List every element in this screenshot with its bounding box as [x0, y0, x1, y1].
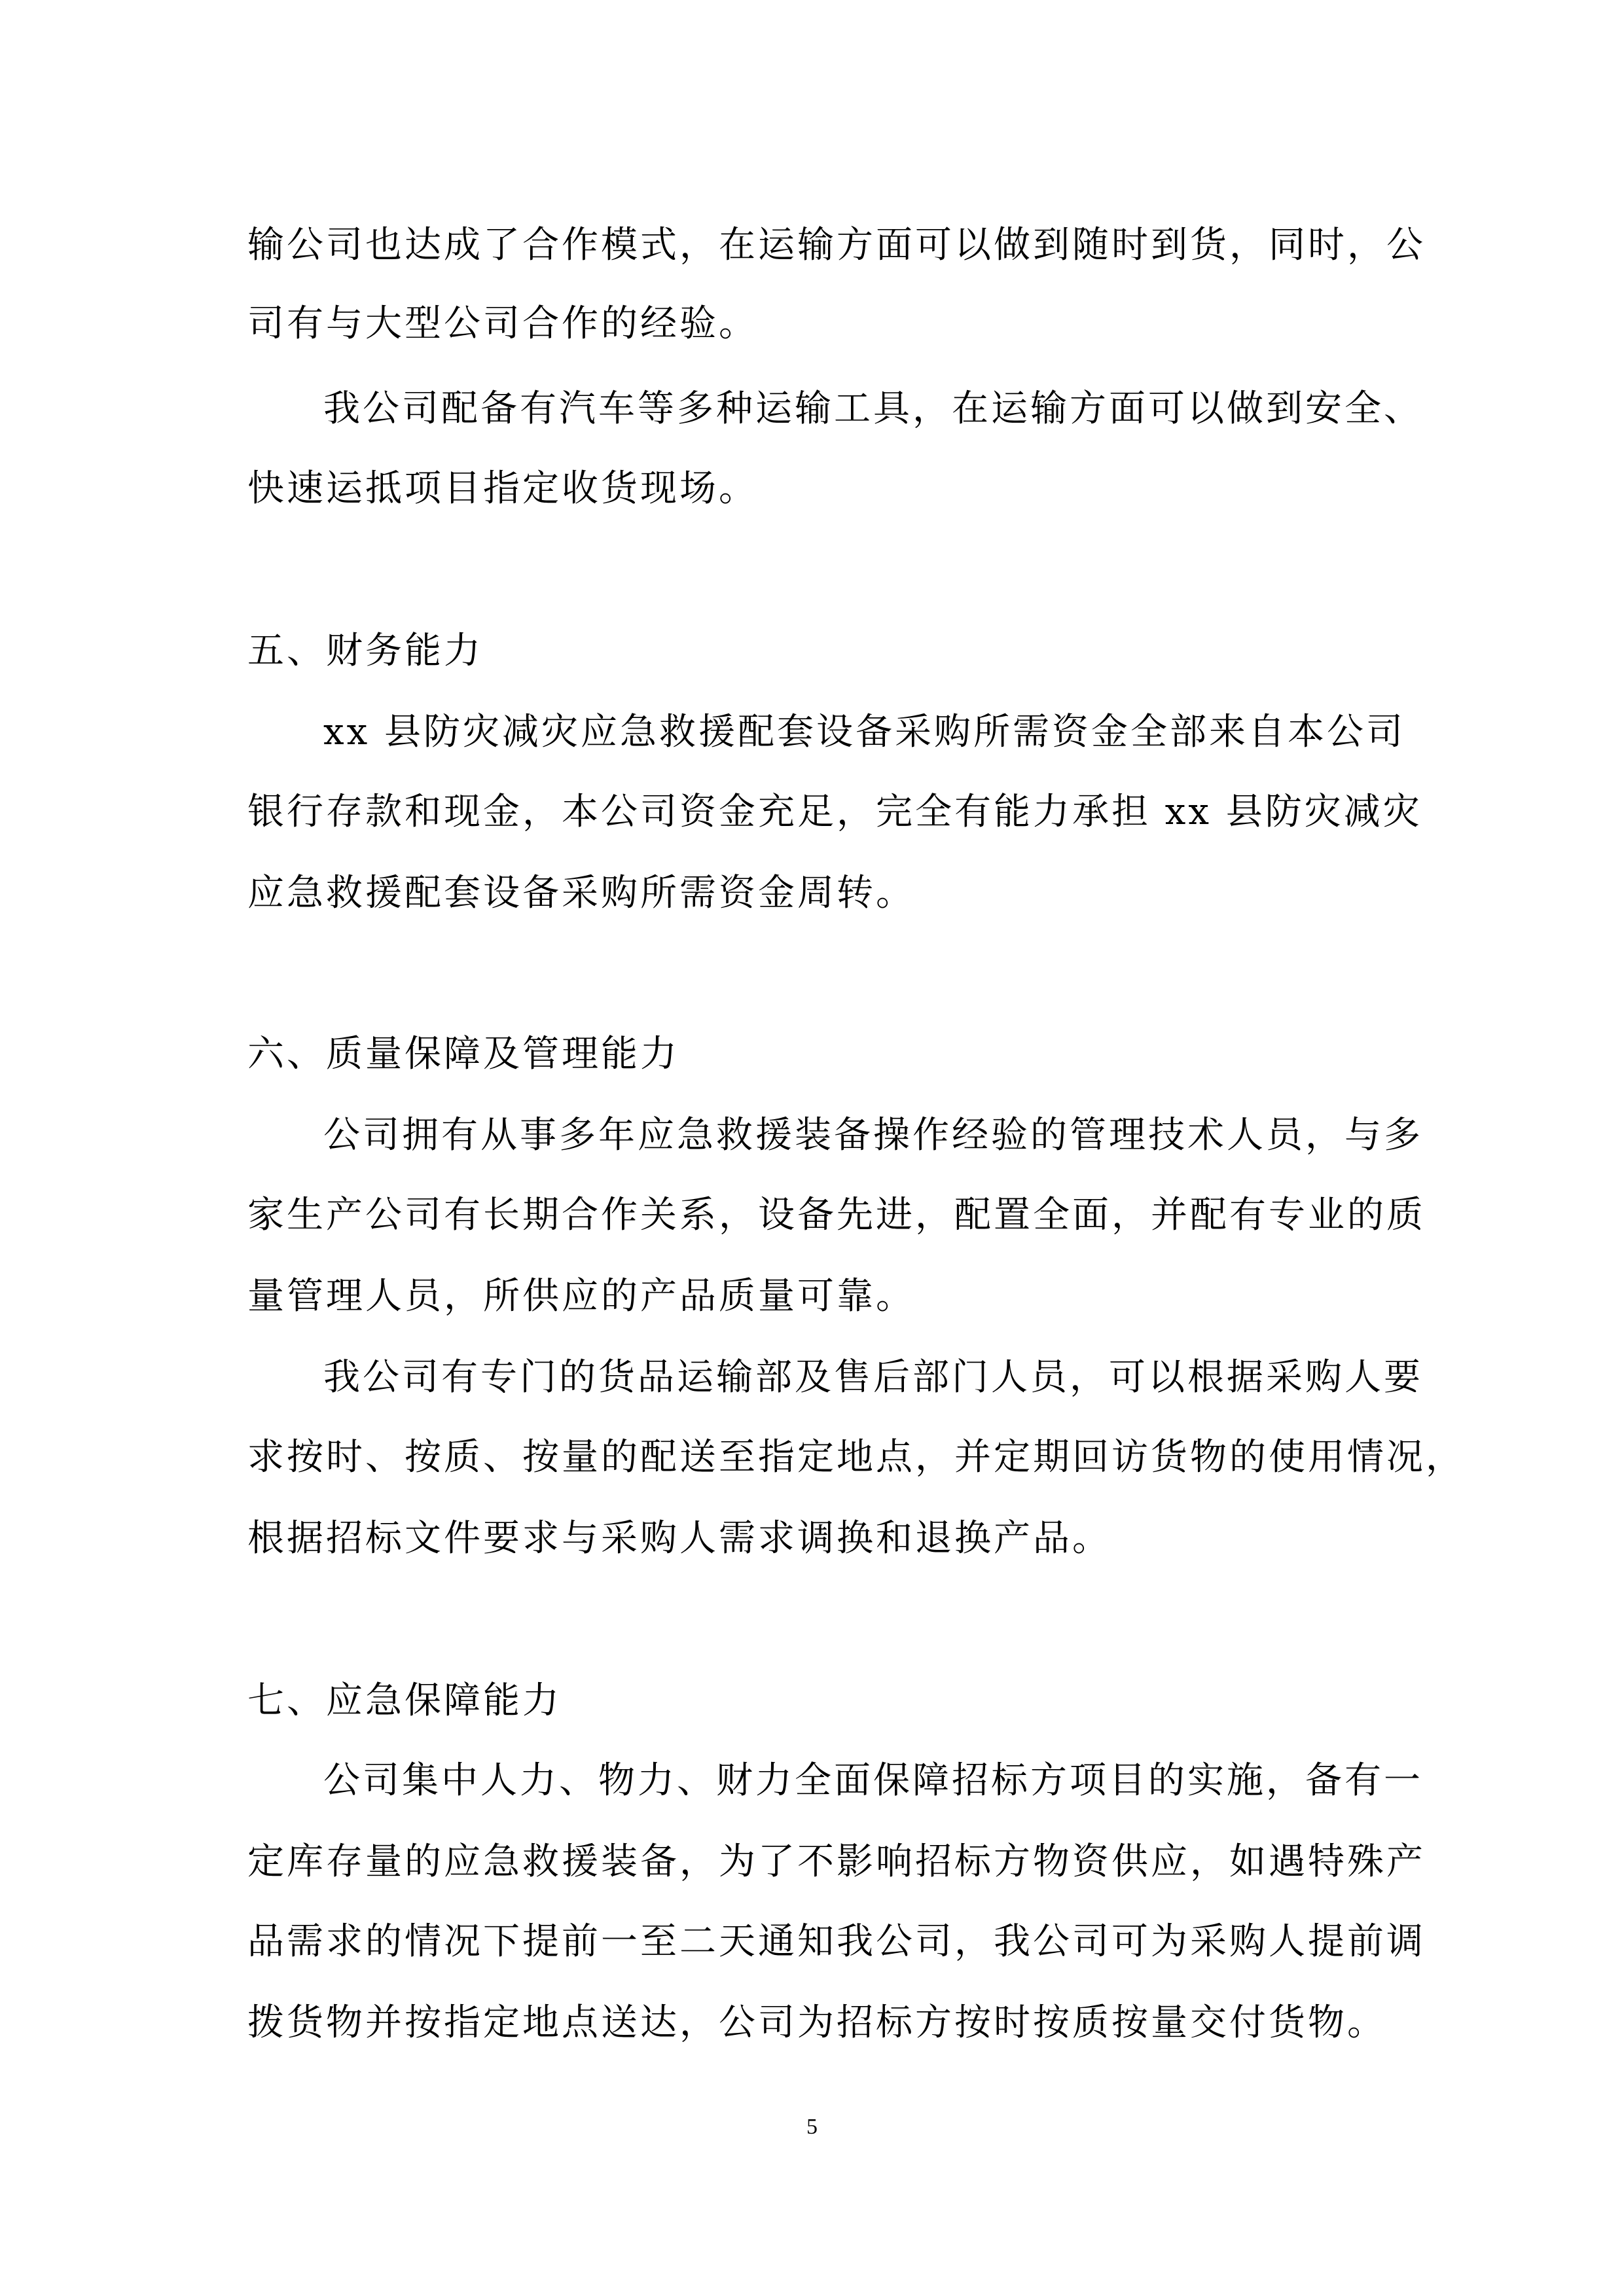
- quality-p1-line3: 量管理人员，所供应的产品质量可靠。: [247, 1275, 915, 1318]
- emergency-p1-line4: 拨货物并按指定地点送达，公司为招标方按时按质按量交付货物。: [247, 2001, 1386, 2044]
- quality-p2-line1: 我公司有专门的货品运输部及售后部门人员，可以根据采购人要: [323, 1356, 1423, 1399]
- finance-p1-line1: xx 县防灾减灾应急救援配套设备采购所需资金全部来自本公司: [323, 711, 1405, 753]
- emergency-p1-line3: 品需求的情况下提前一至二天通知我公司，我公司可为采购人提前调: [247, 1920, 1426, 1963]
- quality-heading: 六、质量保障及管理能力: [247, 1033, 679, 1075]
- emergency-heading: 七、应急保障能力: [247, 1679, 562, 1722]
- finance-p1-line3: 应急救援配套设备采购所需资金周转。: [247, 872, 915, 914]
- intro-p1-line2: 司有与大型公司合作的经验。: [247, 302, 758, 345]
- quality-p2-line2: 求按时、按质、按量的配送至指定地点，并定期回访货物的使用情况，: [247, 1436, 1465, 1479]
- intro-p2-line2: 快速运抵项目指定收货现场。: [247, 467, 758, 510]
- quality-p1-line1: 公司拥有从事多年应急救援装备操作经验的管理技术人员，与多: [323, 1114, 1423, 1157]
- intro-p1-line1: 输公司也达成了合作模式，在运输方面可以做到随时到货，同时，公: [247, 224, 1426, 266]
- finance-heading: 五、财务能力: [247, 630, 483, 672]
- quality-p1-line2: 家生产公司有长期合作关系，设备先进，配置全面，并配有专业的质: [247, 1194, 1426, 1236]
- finance-p1-line2: 银行存款和现金，本公司资金充足，完全有能力承担 xx 县防灾减灾: [247, 791, 1422, 833]
- quality-p2-line3: 根据招标文件要求与采购人需求调换和退换产品。: [247, 1517, 1111, 1560]
- page-number: 5: [806, 2115, 818, 2139]
- emergency-p1-line1: 公司集中人力、物力、财力全面保障招标方项目的实施，备有一: [323, 1759, 1423, 1802]
- emergency-p1-line2: 定库存量的应急救援装备，为了不影响招标方物资供应，如遇特殊产: [247, 1840, 1426, 1883]
- intro-p2-line1: 我公司配备有汽车等多种运输工具，在运输方面可以做到安全、: [323, 387, 1423, 430]
